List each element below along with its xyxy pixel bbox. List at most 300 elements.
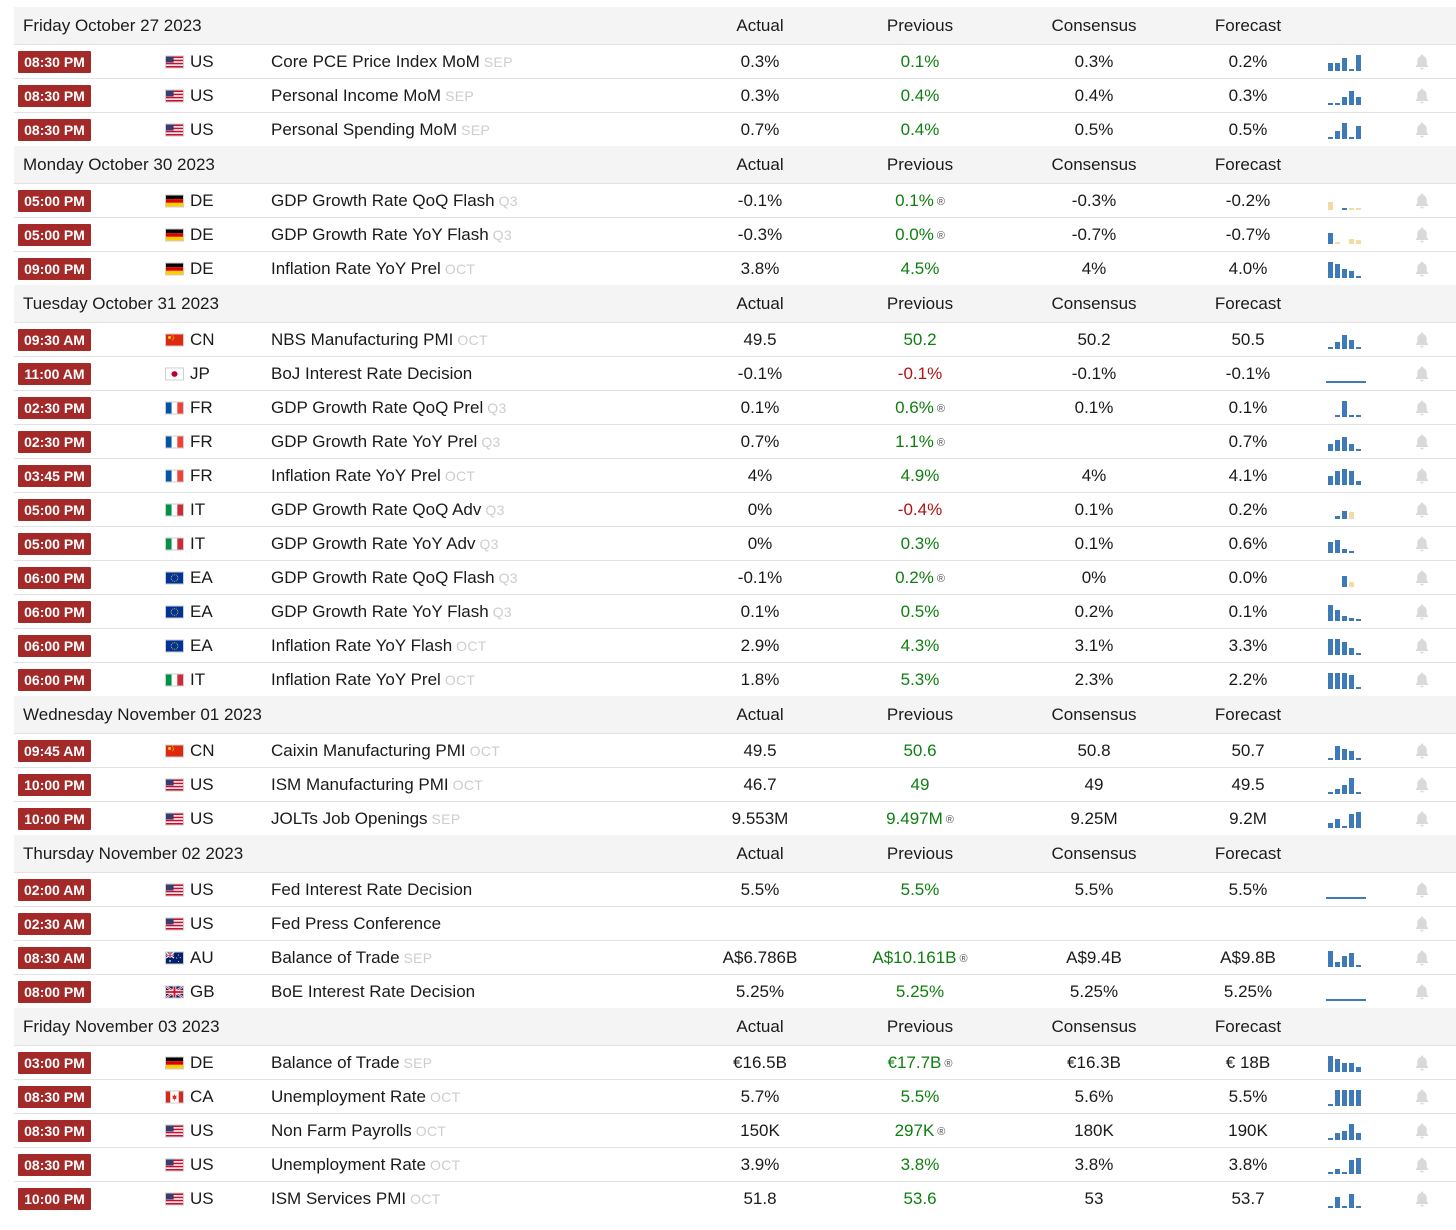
sparkline-chart[interactable]: [1324, 191, 1368, 211]
forecast-value: 0.5%: [1228, 119, 1268, 139]
country-code: CA: [190, 1086, 214, 1106]
previous-value: 297K: [894, 1120, 935, 1140]
event-title[interactable]: Core PCE Price Index MoM: [271, 51, 480, 71]
sparkline-bar: [1349, 778, 1354, 794]
sparkline-chart[interactable]: [1324, 1155, 1368, 1175]
event-title[interactable]: ISM Services PMI: [271, 1188, 407, 1208]
bell-icon[interactable]: [1414, 742, 1430, 760]
revised-icon[interactable]: ®: [959, 952, 968, 965]
event-row[interactable]: [14, 323, 1456, 357]
event-row[interactable]: [14, 391, 1456, 425]
event-name[interactable]: [271, 948, 432, 968]
event-name[interactable]: [271, 982, 475, 1002]
event-title[interactable]: Inflation Rate YoY Prel: [271, 465, 441, 485]
event-name[interactable]: [271, 1053, 432, 1073]
event-title[interactable]: GDP Growth Rate QoQ Adv: [271, 499, 482, 519]
sparkline-bar: [1356, 1133, 1361, 1140]
reference-period: Q3: [485, 501, 505, 518]
event-title[interactable]: Inflation Rate YoY Prel: [271, 258, 441, 278]
previous-value: 0.1%: [900, 51, 940, 71]
event-row[interactable]: [14, 527, 1456, 561]
event-name[interactable]: [271, 636, 487, 656]
sparkline-chart[interactable]: [1324, 636, 1368, 656]
sparkline-chart[interactable]: [1324, 330, 1368, 350]
country-code: DE: [190, 190, 214, 210]
reference-period: OCT: [469, 742, 501, 759]
flag-ea-icon: [165, 571, 184, 584]
revised-icon[interactable]: ®: [944, 1057, 953, 1070]
country-code: AU: [190, 947, 214, 967]
actual-value: -0.3%: [737, 224, 783, 244]
event-row[interactable]: [14, 493, 1456, 527]
sparkline-bar: [1335, 516, 1340, 519]
sparkline-bar: [1335, 610, 1340, 621]
column-header-actual: Actual: [736, 154, 784, 174]
consensus-value: 0.2%: [1074, 601, 1114, 621]
event-title[interactable]: Caixin Manufacturing PMI: [271, 740, 466, 760]
forecast-value: -0.7%: [1225, 224, 1271, 244]
sparkline-chart[interactable]: [1324, 225, 1368, 245]
time-badge: 02:30 AM: [18, 913, 91, 935]
forecast-value: 4.1%: [1228, 465, 1268, 485]
forecast-value: 0.2%: [1228, 499, 1268, 519]
event-row[interactable]: [14, 975, 1456, 1008]
bell-icon[interactable]: [1414, 399, 1430, 417]
event-name[interactable]: [271, 741, 500, 761]
previous-value: 0.0%: [895, 224, 934, 244]
previous-value: 50.6: [903, 740, 937, 760]
event-title[interactable]: GDP Growth Rate YoY Adv: [271, 533, 476, 553]
sparkline-bar: [1356, 97, 1361, 105]
flag-us-icon: [165, 1124, 184, 1137]
economic-calendar: [14, 7, 1456, 1215]
day-section: [14, 1008, 1456, 1215]
event-row[interactable]: [14, 768, 1456, 802]
forecast-value: -0.1%: [1225, 363, 1271, 383]
bell-icon[interactable]: [1414, 535, 1430, 553]
day-date: Tuesday October 31 2023: [23, 293, 219, 313]
sparkline-bar: [1349, 751, 1354, 760]
event-title[interactable]: Fed Press Conference: [271, 913, 442, 933]
event-name[interactable]: [271, 775, 483, 795]
revised-icon[interactable]: ®: [937, 1125, 946, 1138]
time-badge: 10:00 PM: [18, 774, 91, 796]
consensus-value: 0.1%: [1074, 397, 1114, 417]
flag-it-icon: [165, 537, 184, 550]
sparkline-bar: [1335, 103, 1340, 105]
bell-icon[interactable]: [1414, 87, 1430, 105]
event-title[interactable]: Balance of Trade: [271, 947, 400, 967]
consensus-value: 0%: [1081, 567, 1107, 587]
actual-value: 0.3%: [740, 51, 780, 71]
consensus-value: 5.5%: [1074, 879, 1114, 899]
actual-value: 49.5: [743, 329, 777, 349]
consensus-value: 3.1%: [1074, 635, 1114, 655]
event-name[interactable]: [271, 364, 472, 384]
sparkline-bar: [1342, 826, 1347, 828]
time-badge: 02:00 AM: [18, 879, 91, 901]
event-row[interactable]: [14, 1148, 1456, 1182]
sparkline-chart[interactable]: [1324, 534, 1368, 554]
actual-value: A$6.786B: [722, 947, 798, 967]
event-title[interactable]: BoJ Interest Rate Decision: [271, 363, 473, 383]
sparkline-bar: [1342, 673, 1347, 689]
event-row[interactable]: [14, 357, 1456, 391]
event-name[interactable]: [271, 809, 460, 829]
event-title[interactable]: JOLTs Job Openings: [271, 808, 428, 828]
event-title[interactable]: GDP Growth Rate YoY Prel: [271, 431, 478, 451]
sparkline-bar: [1342, 335, 1347, 349]
time-badge: 03:00 PM: [18, 1052, 91, 1074]
previous-value: 50.2: [903, 329, 937, 349]
previous-value: 0.5%: [900, 601, 940, 621]
sparkline-bar: [1349, 1124, 1354, 1140]
sparkline-bar: [1349, 415, 1354, 417]
previous-cell: [840, 1121, 1000, 1141]
event-row[interactable]: [14, 45, 1456, 79]
event-row[interactable]: [14, 252, 1456, 285]
sparkline-bar: [1328, 347, 1333, 349]
sparkline-chart[interactable]: [1324, 602, 1368, 622]
forecast-value: 0.7%: [1228, 431, 1268, 451]
bell-icon[interactable]: [1414, 983, 1430, 1001]
sparkline-chart[interactable]: [1324, 568, 1368, 588]
actual-value: -0.1%: [737, 190, 783, 210]
sparkline-bar: [1335, 342, 1340, 349]
previous-cell: [840, 741, 1000, 761]
sparkline-chart[interactable]: [1324, 1189, 1368, 1209]
actual-value: 0.3%: [740, 85, 780, 105]
event-title[interactable]: Unemployment Rate: [271, 1086, 426, 1106]
bell-icon[interactable]: [1414, 637, 1430, 655]
event-row[interactable]: [14, 802, 1456, 835]
bell-icon[interactable]: [1414, 1190, 1430, 1208]
event-row[interactable]: [14, 663, 1456, 696]
event-name[interactable]: [271, 602, 512, 622]
consensus-value: 5.25%: [1069, 981, 1119, 1001]
event-title[interactable]: ISM Manufacturing PMI: [271, 774, 449, 794]
country-code: FR: [190, 397, 213, 417]
bell-icon[interactable]: [1414, 121, 1430, 139]
sparkline-bar: [1342, 208, 1347, 210]
bell-icon[interactable]: [1414, 671, 1430, 689]
previous-value: 0.4%: [900, 85, 940, 105]
time-badge: 06:00 PM: [18, 601, 91, 623]
sparkline-bar: [1349, 814, 1354, 828]
previous-cell: [840, 880, 1000, 900]
column-header-consensus: Consensus: [1051, 293, 1137, 313]
event-name[interactable]: [271, 330, 488, 350]
event-title[interactable]: Unemployment Rate: [271, 1154, 426, 1174]
previous-value: 5.5%: [900, 1086, 940, 1106]
sparkline-bar: [1342, 437, 1347, 451]
event-title[interactable]: NBS Manufacturing PMI: [271, 329, 454, 349]
event-name[interactable]: [271, 534, 499, 554]
sparkline-chart[interactable]: [1324, 1053, 1368, 1073]
sparkline-bar: [1342, 469, 1347, 485]
bell-icon[interactable]: [1414, 501, 1430, 519]
sparkline-bar: [1349, 208, 1354, 210]
event-name[interactable]: [271, 259, 475, 279]
bell-icon[interactable]: [1414, 1088, 1430, 1106]
country-code: IT: [190, 669, 206, 689]
consensus-value: 4%: [1081, 258, 1107, 278]
sparkline-chart[interactable]: [1324, 914, 1368, 934]
event-name[interactable]: [271, 120, 490, 140]
time-badge: 06:00 PM: [18, 567, 91, 589]
forecast-value: 3.8%: [1228, 1154, 1268, 1174]
consensus-value: 50.2: [1077, 329, 1111, 349]
bell-icon[interactable]: [1414, 569, 1430, 587]
event-row[interactable]: [14, 629, 1456, 663]
sparkline-chart[interactable]: [1324, 52, 1368, 72]
sparkline-chart[interactable]: [1324, 86, 1368, 106]
bell-icon[interactable]: [1414, 810, 1430, 828]
sparkline-bar: [1356, 415, 1361, 417]
event-name[interactable]: [271, 670, 475, 690]
event-name[interactable]: [271, 1121, 446, 1141]
event-row[interactable]: [14, 1182, 1456, 1215]
event-title[interactable]: Inflation Rate YoY Prel: [271, 669, 441, 689]
forecast-value: 4.0%: [1228, 258, 1268, 278]
bell-icon[interactable]: [1414, 776, 1430, 794]
sparkline-chart[interactable]: [1324, 775, 1368, 795]
actual-value: 0%: [747, 499, 773, 519]
sparkline-chart[interactable]: [1324, 364, 1368, 384]
sparkline-bar: [1335, 131, 1340, 139]
revised-icon[interactable]: ®: [936, 402, 945, 415]
consensus-value: 0.5%: [1074, 119, 1114, 139]
sparkline-bar: [1328, 1206, 1333, 1208]
bell-icon[interactable]: [1414, 1054, 1430, 1072]
column-header-previous: Previous: [886, 15, 954, 35]
actual-value: 9.553M: [731, 808, 789, 828]
sparkline-bar: [1342, 123, 1347, 139]
previous-cell: [840, 636, 1000, 656]
event-row[interactable]: [14, 113, 1456, 146]
bell-icon[interactable]: [1414, 881, 1430, 899]
flag-de-icon: [165, 1056, 184, 1069]
sparkline-bar: [1328, 1104, 1333, 1106]
event-row[interactable]: [14, 873, 1456, 907]
sparkline-chart[interactable]: [1324, 670, 1368, 690]
previous-cell: [840, 1087, 1000, 1107]
sparkline-chart[interactable]: [1324, 432, 1368, 452]
reference-period: OCT: [415, 1122, 447, 1139]
revised-icon[interactable]: ®: [936, 436, 945, 449]
event-name[interactable]: [271, 432, 501, 452]
bell-icon[interactable]: [1414, 949, 1430, 967]
bell-icon[interactable]: [1414, 1156, 1430, 1174]
sparkline-chart[interactable]: [1324, 398, 1368, 418]
previous-cell: [840, 568, 1000, 588]
event-title[interactable]: GDP Growth Rate QoQ Flash: [271, 567, 495, 587]
revised-icon[interactable]: ®: [936, 229, 945, 242]
event-row[interactable]: [14, 561, 1456, 595]
event-title[interactable]: BoE Interest Rate Decision: [271, 981, 476, 1001]
bell-icon[interactable]: [1414, 331, 1430, 349]
event-title[interactable]: GDP Growth Rate QoQ Flash: [271, 190, 495, 210]
sparkline-chart[interactable]: [1324, 880, 1368, 900]
event-name[interactable]: [271, 86, 474, 106]
flag-us-icon: [165, 883, 184, 896]
sparkline-bar: [1349, 1063, 1354, 1072]
revised-icon[interactable]: ®: [936, 195, 945, 208]
event-name[interactable]: [271, 191, 518, 211]
event-title[interactable]: GDP Growth Rate YoY Flash: [271, 601, 489, 621]
previous-value: 0.6%: [895, 397, 934, 417]
sparkline-bar: [1349, 91, 1354, 105]
event-name[interactable]: [271, 500, 505, 520]
event-title[interactable]: Personal Income MoM: [271, 85, 442, 105]
column-header-consensus: Consensus: [1051, 154, 1137, 174]
sparkline-bar: [1335, 1133, 1340, 1140]
event-row[interactable]: [14, 459, 1456, 493]
sparkline-bar: [1328, 63, 1333, 71]
flag-ca-icon: [165, 1090, 184, 1103]
bell-icon[interactable]: [1414, 365, 1430, 383]
revised-icon[interactable]: ®: [936, 572, 945, 585]
sparkline-chart[interactable]: [1324, 1087, 1368, 1107]
sparkline-flat-line: [1326, 381, 1366, 383]
bell-icon[interactable]: [1414, 467, 1430, 485]
forecast-value: -0.2%: [1225, 190, 1271, 210]
day-date: Friday October 27 2023: [23, 15, 202, 35]
flag-ea-icon: [165, 605, 184, 618]
sparkline-bar: [1356, 449, 1361, 451]
sparkline-bar: [1328, 476, 1333, 485]
sparkline-chart[interactable]: [1324, 809, 1368, 829]
actual-value: 0%: [747, 533, 773, 553]
sparkline-bar: [1356, 1090, 1361, 1106]
actual-value: 0.1%: [740, 601, 780, 621]
event-name[interactable]: [271, 225, 512, 245]
bell-icon[interactable]: [1414, 915, 1430, 933]
sparkline-chart[interactable]: [1324, 741, 1368, 761]
event-name[interactable]: [271, 398, 507, 418]
event-title[interactable]: Personal Spending MoM: [271, 119, 458, 139]
flag-cn-icon: [165, 744, 184, 757]
actual-value: 46.7: [743, 774, 777, 794]
consensus-value: 0.4%: [1074, 85, 1114, 105]
column-header-previous: Previous: [886, 704, 954, 724]
sparkline-bar: [1356, 347, 1361, 349]
flag-ea-icon: [165, 639, 184, 652]
bell-icon[interactable]: [1414, 603, 1430, 621]
previous-value: 4.9%: [900, 465, 940, 485]
event-title[interactable]: Non Farm Payrolls: [271, 1120, 412, 1140]
previous-cell: [840, 775, 1000, 795]
bell-icon[interactable]: [1414, 433, 1430, 451]
sparkline-bar: [1356, 208, 1361, 210]
country-code: DE: [190, 1052, 214, 1072]
event-name[interactable]: [271, 1087, 460, 1107]
event-row[interactable]: [14, 218, 1456, 252]
event-name[interactable]: [271, 466, 475, 486]
time-badge: 09:30 AM: [18, 329, 91, 351]
column-header-forecast: Forecast: [1214, 704, 1282, 724]
bell-icon[interactable]: [1414, 53, 1430, 71]
flag-cn-icon: [165, 333, 184, 346]
column-header-consensus: Consensus: [1051, 843, 1137, 863]
sparkline-bar: [1328, 792, 1333, 794]
country-code: CN: [190, 329, 215, 349]
event-name[interactable]: [271, 880, 472, 900]
event-row[interactable]: [14, 941, 1456, 975]
sparkline-chart[interactable]: [1324, 466, 1368, 486]
event-row[interactable]: [14, 1114, 1456, 1148]
sparkline-bar: [1328, 1056, 1333, 1072]
column-header-actual: Actual: [736, 15, 784, 35]
event-row[interactable]: [14, 734, 1456, 768]
event-name[interactable]: [271, 568, 518, 588]
previous-cell: [840, 809, 1000, 829]
previous-value: 3.8%: [900, 1154, 940, 1174]
event-row[interactable]: [14, 184, 1456, 218]
event-name[interactable]: [271, 914, 441, 934]
reference-period: SEP: [431, 810, 461, 827]
previous-value: €17.7B: [887, 1052, 942, 1072]
event-row[interactable]: [14, 79, 1456, 113]
reference-period: OCT: [456, 637, 487, 654]
event-title[interactable]: Fed Interest Rate Decision: [271, 879, 473, 899]
previous-cell: [840, 52, 1000, 72]
sparkline-bar: [1349, 444, 1354, 451]
sparkline-chart[interactable]: [1324, 1121, 1368, 1141]
sparkline-bar: [1349, 271, 1354, 278]
sparkline-bar: [1356, 1067, 1361, 1072]
bell-icon[interactable]: [1414, 192, 1430, 210]
event-row[interactable]: [14, 1080, 1456, 1114]
sparkline-chart[interactable]: [1324, 948, 1368, 968]
sparkline-chart[interactable]: [1324, 259, 1368, 279]
sparkline-chart[interactable]: [1324, 982, 1368, 1002]
flag-jp-icon: [165, 367, 184, 380]
forecast-value: 5.5%: [1228, 879, 1268, 899]
event-name[interactable]: [271, 1189, 441, 1209]
event-name[interactable]: [271, 52, 513, 72]
event-row[interactable]: [14, 425, 1456, 459]
previous-cell: [840, 259, 1000, 279]
event-title[interactable]: GDP Growth Rate YoY Flash: [271, 224, 489, 244]
bell-icon[interactable]: [1414, 1122, 1430, 1140]
bell-icon[interactable]: [1414, 260, 1430, 278]
consensus-value: -0.7%: [1071, 224, 1117, 244]
sparkline-chart[interactable]: [1324, 500, 1368, 520]
flag-us-icon: [165, 1192, 184, 1205]
event-title[interactable]: GDP Growth Rate QoQ Prel: [271, 397, 484, 417]
actual-value: 1.8%: [740, 669, 780, 689]
event-title[interactable]: Balance of Trade: [271, 1052, 400, 1072]
column-header-previous: Previous: [886, 1016, 954, 1036]
revised-icon[interactable]: ®: [945, 813, 954, 826]
bell-icon[interactable]: [1414, 226, 1430, 244]
sparkline-bar: [1328, 605, 1333, 621]
consensus-value: 9.25M: [1070, 808, 1118, 828]
event-title[interactable]: Inflation Rate YoY Flash: [271, 635, 453, 655]
sparkline-bar: [1342, 576, 1347, 587]
forecast-value: 0.2%: [1228, 51, 1268, 71]
sparkline-chart[interactable]: [1324, 120, 1368, 140]
sparkline-bar: [1335, 962, 1340, 967]
previous-cell: [840, 500, 1000, 520]
event-row[interactable]: [14, 595, 1456, 629]
reference-period: OCT: [444, 260, 476, 277]
event-row[interactable]: [14, 907, 1456, 941]
event-row[interactable]: [14, 1046, 1456, 1080]
reference-period: SEP: [403, 949, 433, 966]
event-name[interactable]: [271, 1155, 460, 1175]
